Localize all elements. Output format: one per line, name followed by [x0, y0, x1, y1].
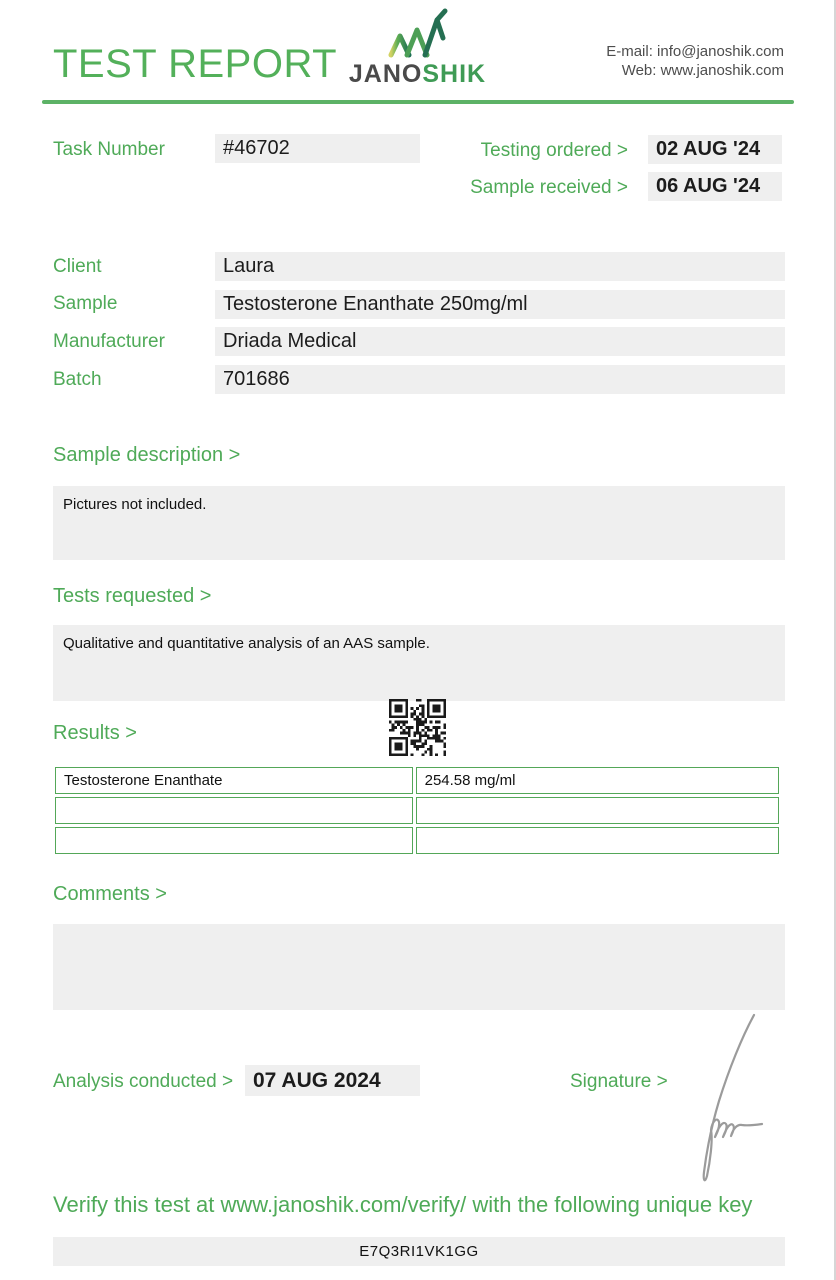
- result-substance: Testosterone Enanthate: [55, 767, 413, 794]
- sample-received-value: 06 AUG '24: [648, 172, 782, 201]
- manufacturer-value: Driada Medical: [215, 327, 785, 356]
- result-substance: [55, 797, 413, 824]
- analysis-conducted-label: Analysis conducted >: [53, 1071, 234, 1092]
- result-substance: [55, 827, 413, 854]
- contact-email: E-mail: info@janoshik.com: [606, 43, 784, 60]
- testing-ordered-value: 02 AUG '24: [648, 135, 782, 164]
- result-value: 254.58 mg/ml: [416, 767, 779, 794]
- logo-shik: SHIK: [422, 60, 487, 88]
- testing-ordered-label: Testing ordered >: [480, 140, 628, 161]
- logo-wordmark: [340, 60, 495, 89]
- contact-web: Web: www.janoshik.com: [621, 62, 784, 79]
- rising-chart-icon: [381, 8, 455, 58]
- logo-jano: JANO: [348, 60, 423, 88]
- result-value: [416, 827, 779, 854]
- sample-value: Testosterone Enanthate 250mg/ml: [215, 290, 785, 319]
- batch-label: Batch: [53, 369, 102, 390]
- janoshik-logo: [340, 8, 495, 89]
- header-divider: [42, 100, 794, 104]
- qr-code: [389, 699, 446, 756]
- client-label: Client: [53, 256, 102, 277]
- batch-value: 701686: [215, 365, 785, 394]
- task-number-value: #46702: [215, 134, 420, 163]
- sample-received-label: Sample received >: [470, 177, 628, 198]
- analysis-conducted-value: 07 AUG 2024: [245, 1065, 420, 1096]
- task-number-label: Task Number: [53, 139, 165, 160]
- sample-label: Sample: [53, 293, 118, 314]
- manufacturer-label: Manufacturer: [53, 331, 165, 352]
- result-value: [416, 797, 779, 824]
- results-table: [52, 764, 782, 857]
- verify-instruction: Verify this test at www.janoshik.com/verify/ with the following unique key: [53, 1192, 753, 1217]
- page-title: TEST REPORT: [53, 42, 338, 86]
- tests-requested-box: Qualitative and quantitative analysis of an AAS sample.: [53, 625, 785, 701]
- tests-requested-heading: Tests requested >: [53, 585, 212, 607]
- contact-block: [606, 42, 784, 80]
- sample-description-heading: Sample description >: [53, 444, 241, 466]
- sample-description-box: Pictures not included.: [53, 486, 785, 560]
- comments-heading: Comments >: [53, 883, 167, 905]
- unique-key: E7Q3RI1VK1GG: [53, 1237, 785, 1266]
- client-value: Laura: [215, 252, 785, 281]
- table-row: [55, 797, 779, 824]
- results-heading: Results >: [53, 722, 137, 744]
- table-row: [55, 767, 779, 794]
- signature-image: [666, 1012, 781, 1187]
- table-row: [55, 827, 779, 854]
- comments-box: [53, 924, 785, 1010]
- signature-label: Signature >: [570, 1071, 668, 1092]
